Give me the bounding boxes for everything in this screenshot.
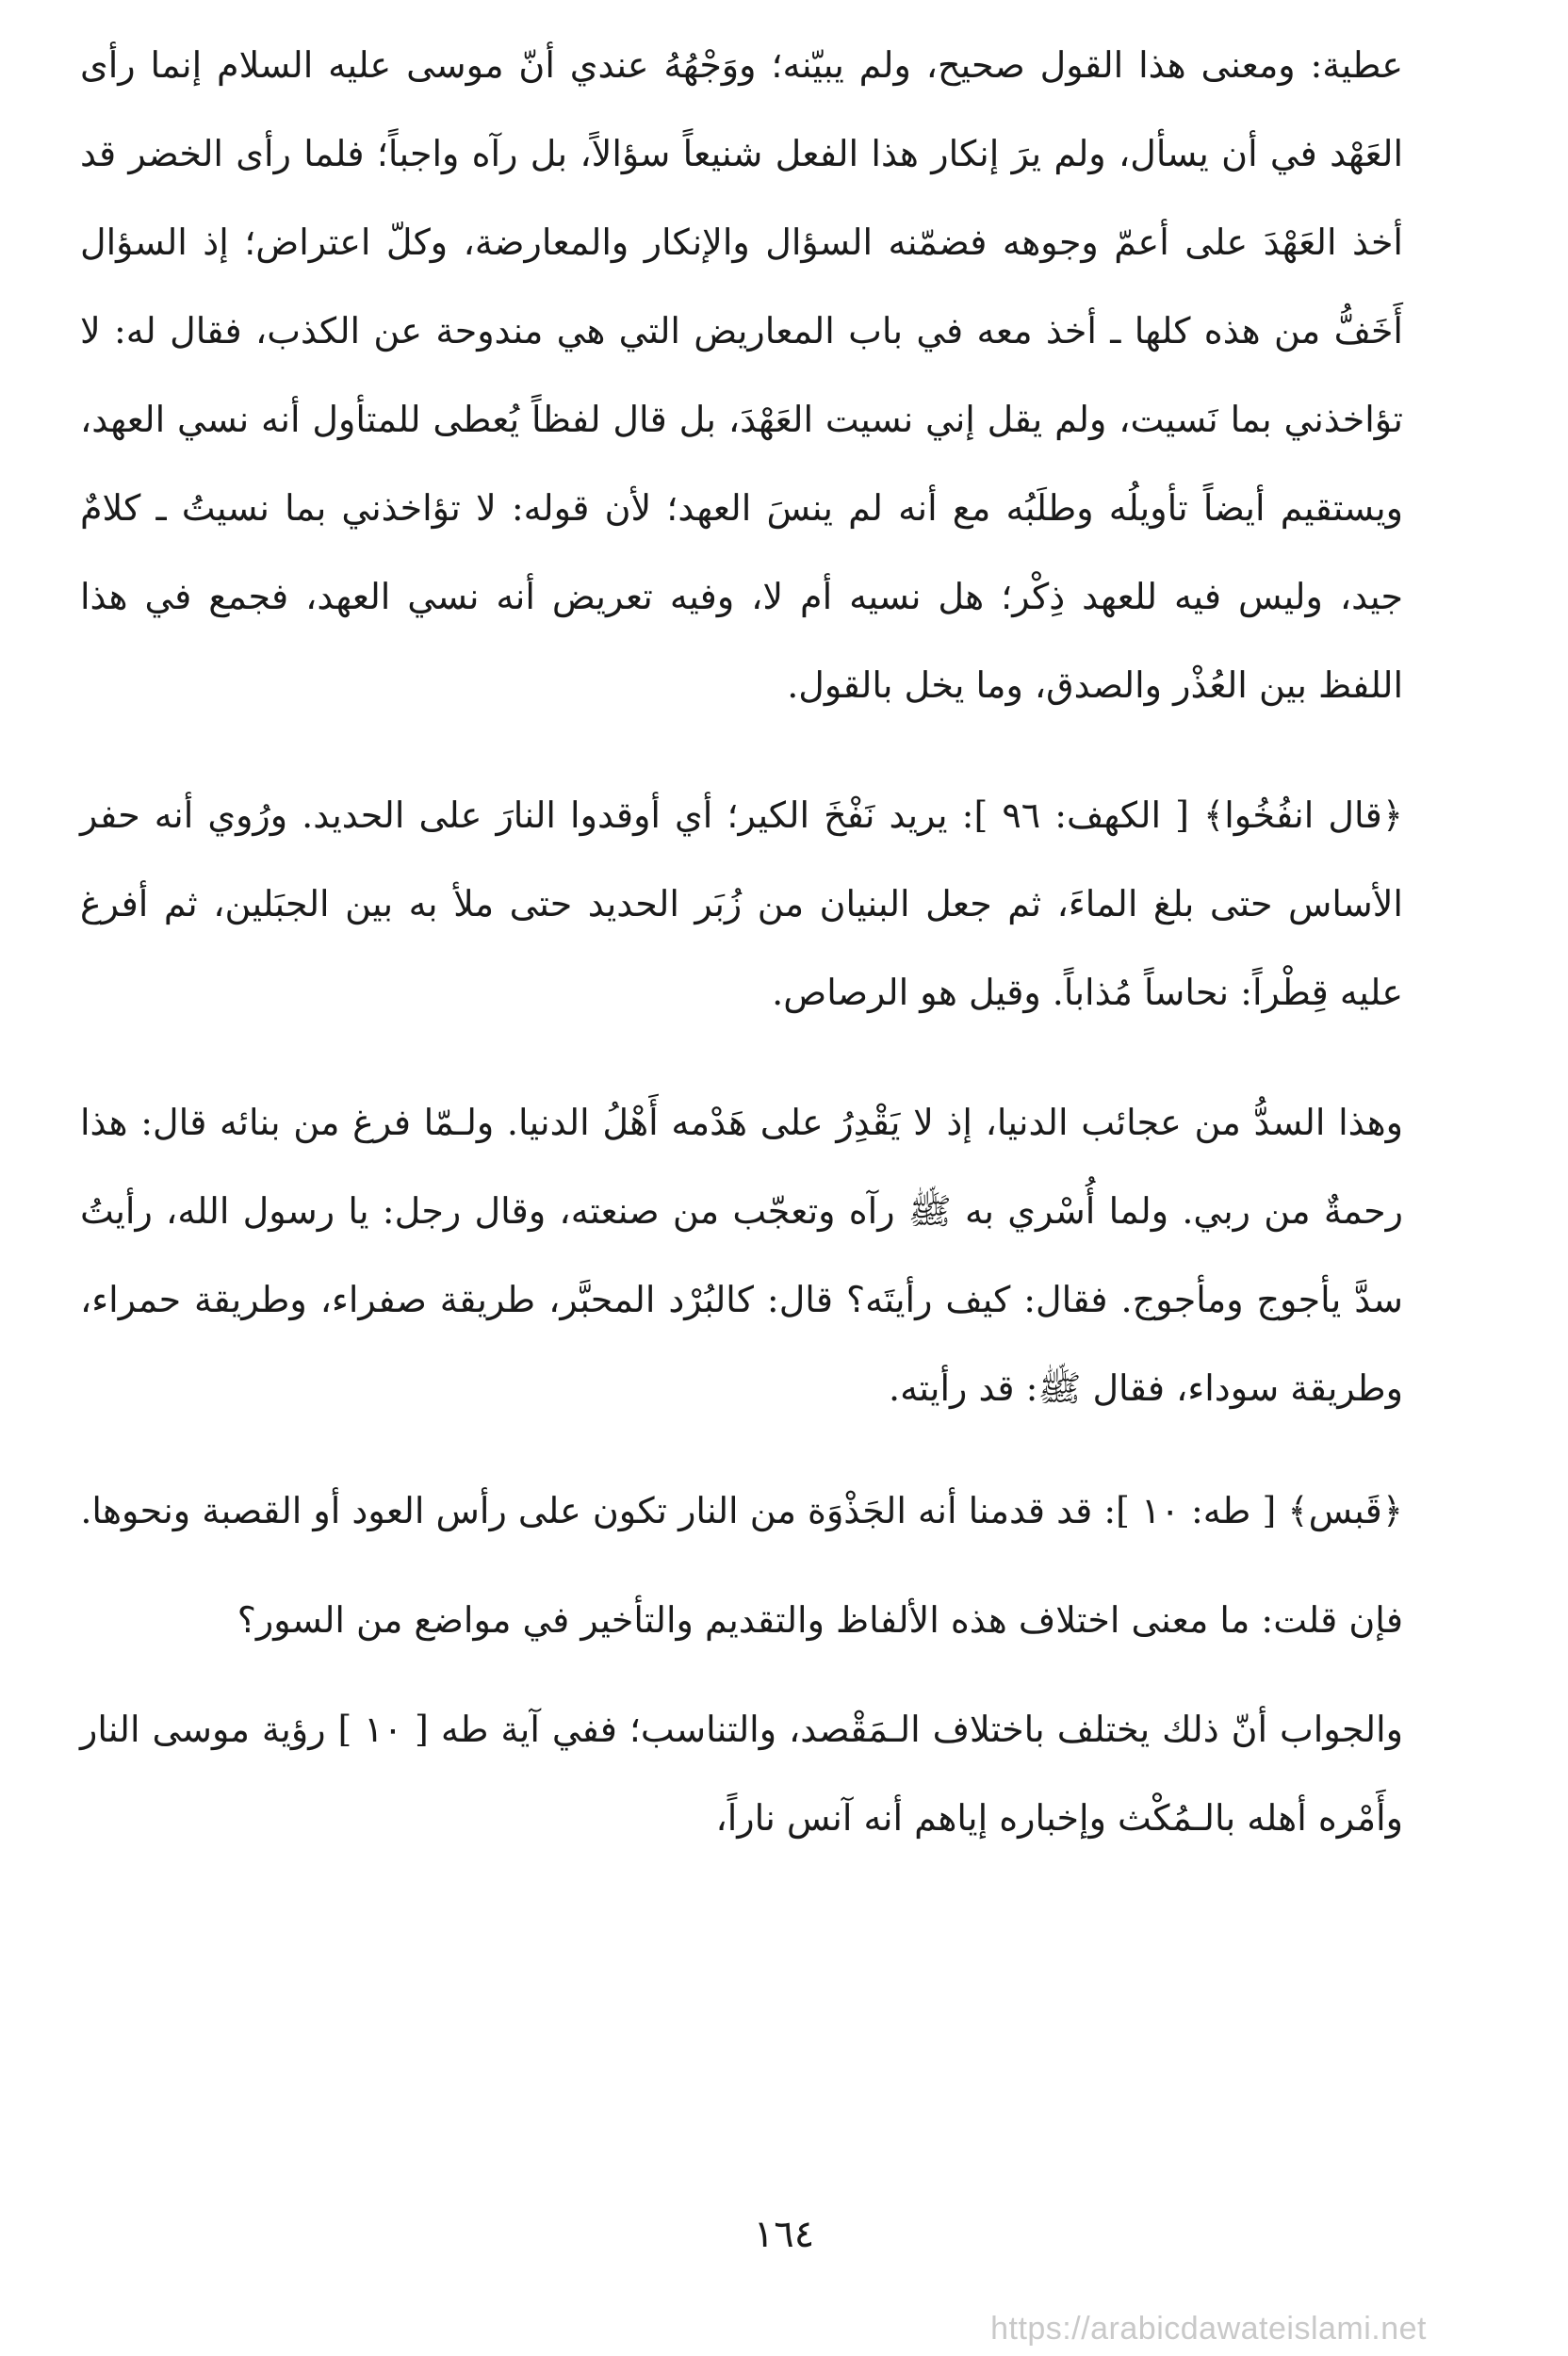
body-text: [80, 21, 1403, 1862]
page-number: ١٦٤: [753, 2213, 815, 2256]
paragraph-3: وهذا السدُّ من عجائب الدنيا، إذ لا يَقْدِرُ على هَدْمه أَهْلُ الدنيا. ولـمّا فرغ من بنائه قال: هذا رحمةٌ من ربي. ولما أُسْري به ﷺ رآه وتعجّب من صنعته، وقال رجل: يا رسول الله، رأيتُ سدَّ يأجوج ومأجوج. فقال: كيف رأيتَه؟ قال: كالبُرْد المحبَّر، طريقة صفراء، وطريقة حمراء، وطريقة سوداء، فقال ﷺ: قد رأيته.: [80, 1102, 1403, 1409]
paragraph-5: فإن قلت: ما معنى اختلاف هذه الألفاظ والتقديم والتأخير في مواضع من السور؟: [237, 1599, 1403, 1641]
watermark-url: https://arabicdawateislami.net: [990, 2311, 1427, 2347]
paragraph-1: عطية: ومعنى هذا القول صحيح، ولم يبيّنه؛ ووَجْهُهُ عندي أنّ موسى عليه السلام إنما رأى العَهْد في أن يسأل، ولم يرَ إنكار هذا الفعل شنيعاً سؤالاً، بل رآه واجباً؛ فلما رأى الخضر قد أخذ العَهْدَ على أعمّ وجوهه فضمّنه السؤال والإنكار والمعارضة، وكلّ اعتراض؛ إذ السؤال أَخَفُّ من هذه كلها ـ أخذ معه في باب المعاريض التي هي مندوحة عن الكذب، فقال له: لا تؤاخذني بما نَسيت، ولم يقل إني نسيت العَهْدَ، بل قال لفظاً يُعطى للمتأول أنه نسي العهد، ويستقيم أيضاً تأويلُه وطلَبُه مع أنه لم ينسَ العهد؛ لأن قوله: لا تؤاخذني بما نسيتُ ـ كلامٌ جيد، وليس فيه للعهد ذِكْر؛ هل نسيه أم لا، وفيه تعريض أنه نسي العهد، فجمع في هذا اللفظ بين العُذْر والصدق، وما يخل بالقول.: [80, 44, 1403, 706]
paragraph-4: ﴿قَبس﴾ [ طه: ١٠ ]: قد قدمنا أنه الجَذْوَة من النار تكون على رأس العود أو القصبة ونحوها.: [80, 1490, 1403, 1531]
paragraph-6: والجواب أنّ ذلك يختلف باختلاف الـمَقْصد، والتناسب؛ ففي آية طه [ ١٠ ] رؤية موسى النار وأَمْره أهله بالـمُكْث وإخباره إياهم أنه آنس ناراً،: [80, 1709, 1403, 1839]
paragraph-2: ﴿قال انفُخُوا﴾ [ الكهف: ٩٦ ]: يريد نَفْخَ الكير؛ أي أوقدوا النارَ على الحديد. ورُوي أنه حفر الأساس حتى بلغ الماءَ، ثم جعل البنيان من زُبَر الحديد حتى ملأ به بين الجبَلين، ثم أفرغ عليه قِطْراً: نحاساً مُذاباً. وقيل هو الرصاص.: [80, 794, 1403, 1013]
